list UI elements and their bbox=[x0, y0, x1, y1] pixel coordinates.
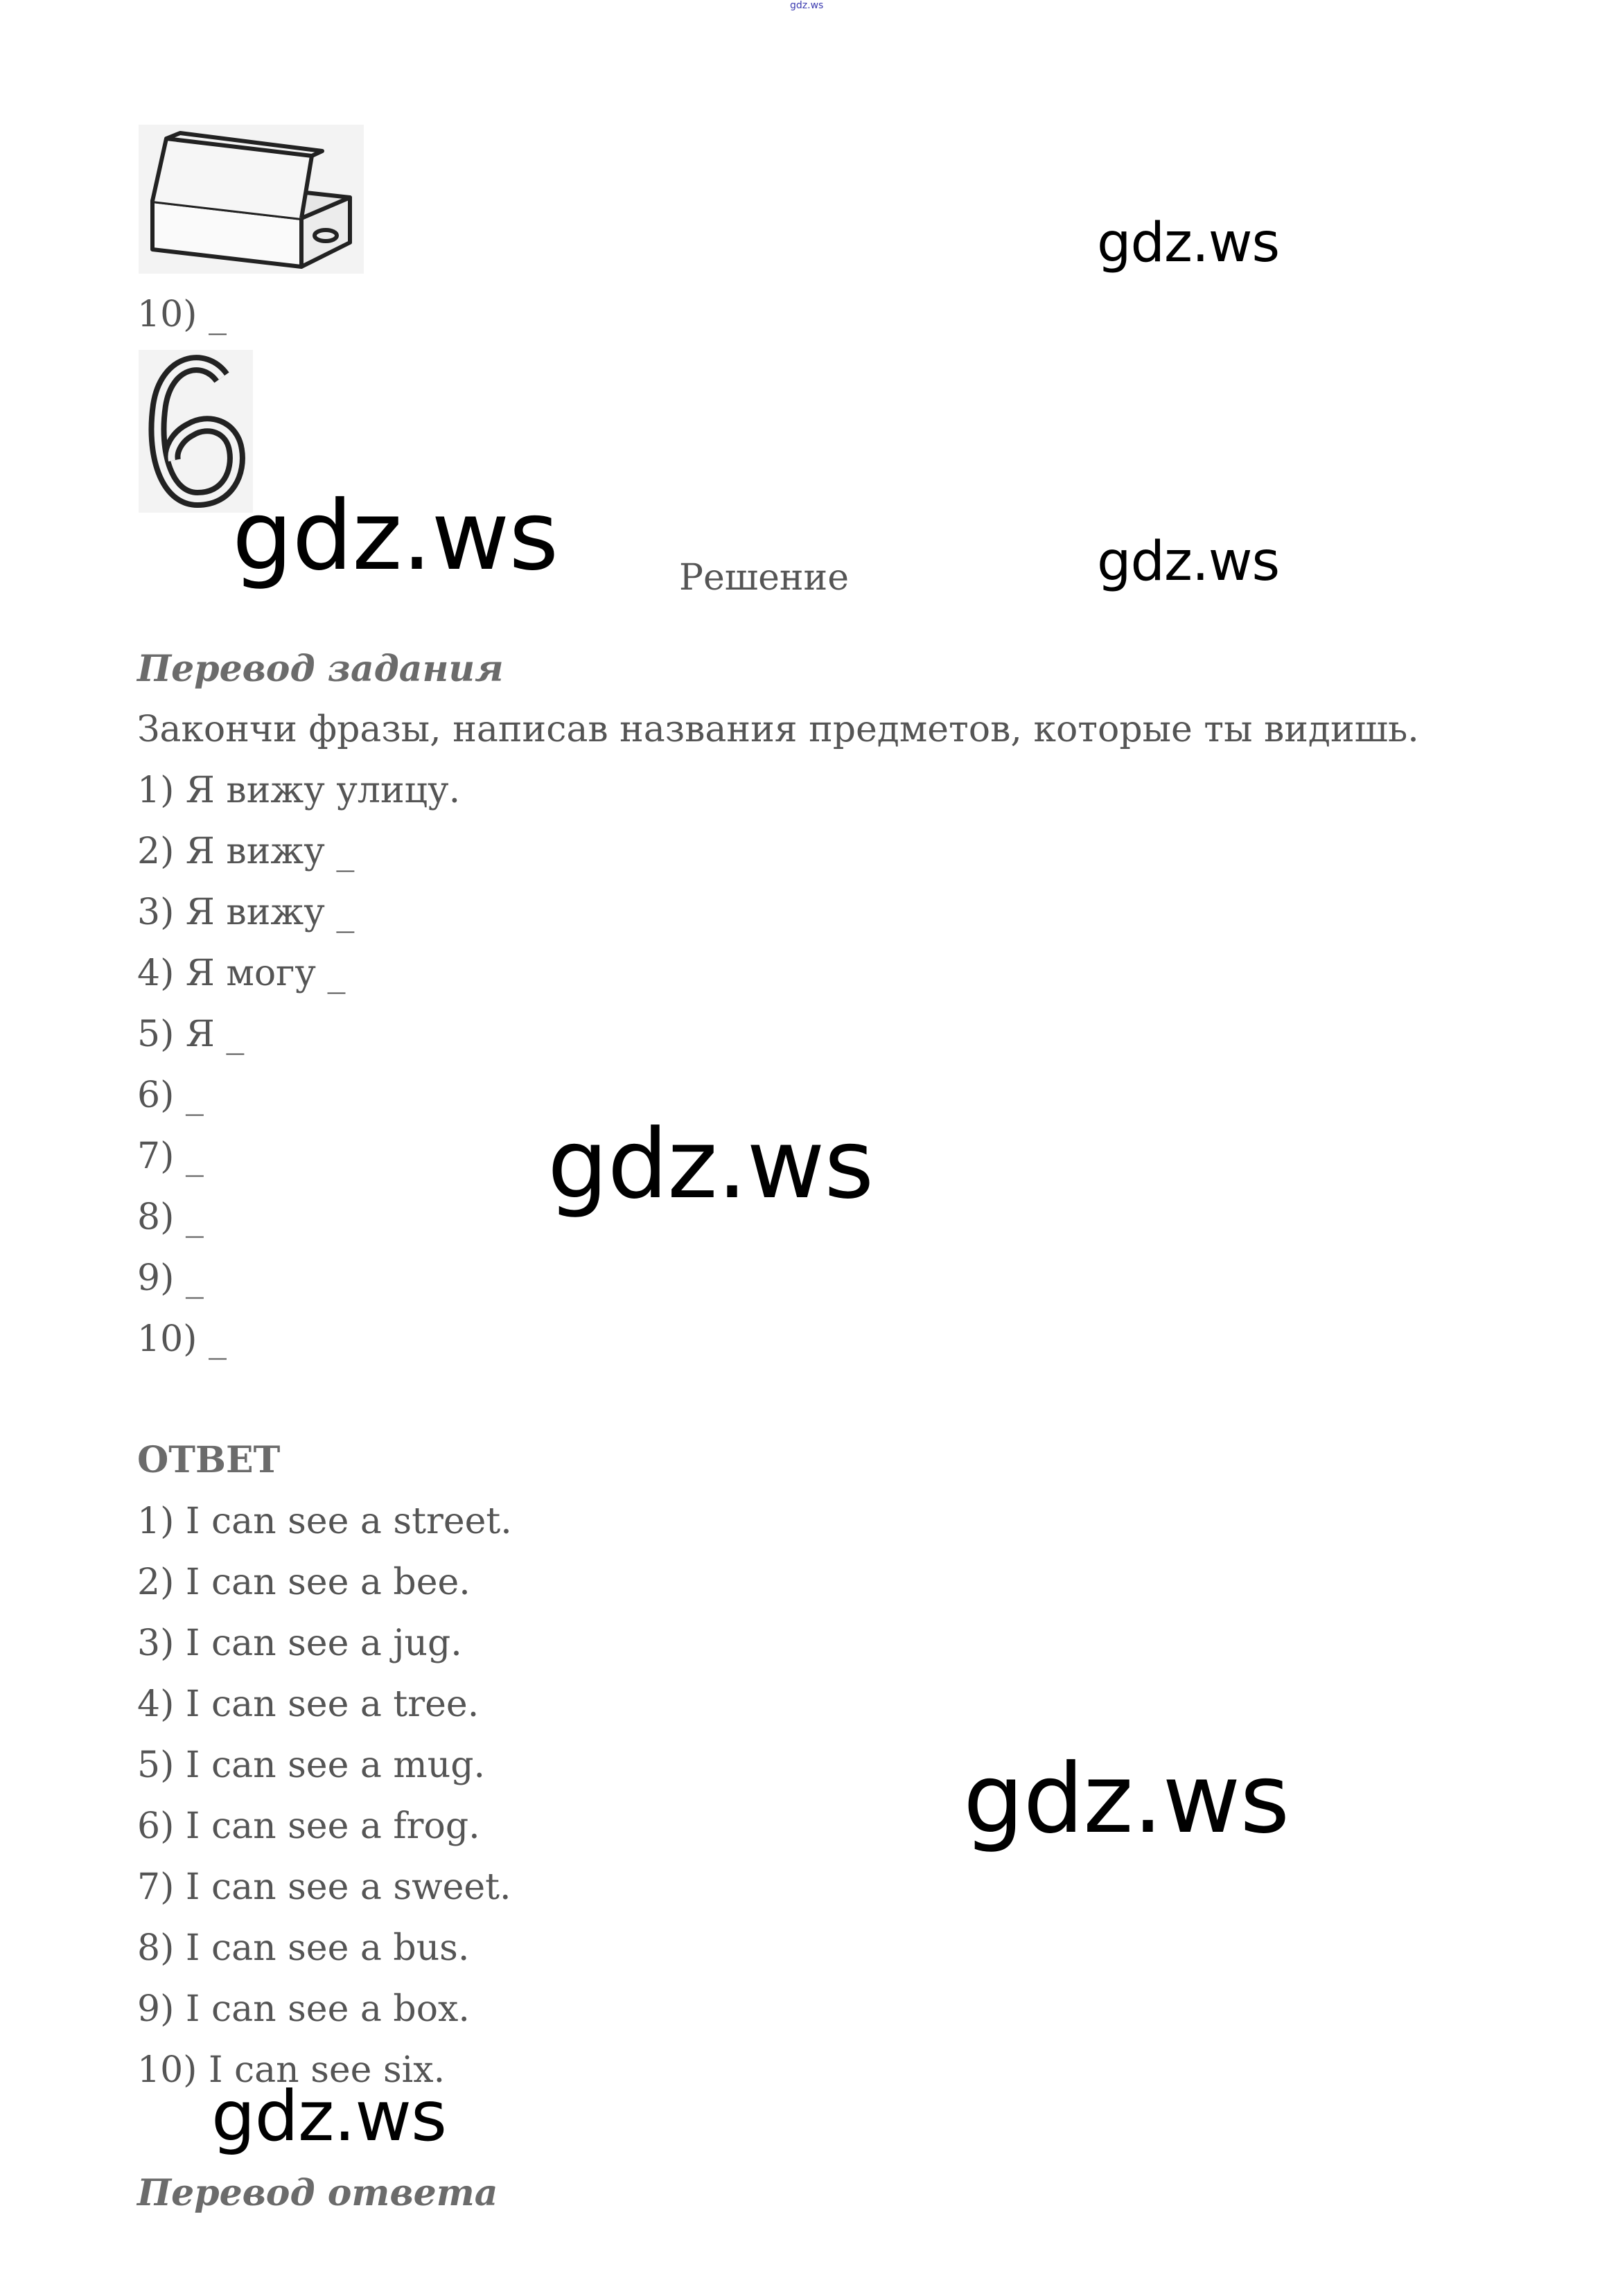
list-item: 8) _ bbox=[137, 1196, 204, 1238]
top-watermark: gdz.ws bbox=[790, 0, 824, 11]
task-translation-heading: Перевод задания bbox=[137, 648, 504, 690]
list-item: 1) Я вижу улицу. bbox=[137, 770, 461, 811]
watermark: gdz.ws bbox=[1097, 212, 1280, 274]
list-item: 7) _ bbox=[137, 1136, 204, 1177]
list-item: 5) Я _ bbox=[137, 1014, 245, 1055]
answer-item: 10) I can see six. bbox=[137, 2049, 446, 2091]
watermark: gdz.ws bbox=[547, 1109, 874, 1220]
watermark: gdz.ws bbox=[232, 480, 559, 592]
task-instruction: Закончи фразы, написав названия предметов, которые ты видишь. bbox=[137, 709, 1419, 750]
watermark: gdz.ws bbox=[211, 2076, 447, 2157]
box-icon bbox=[139, 125, 364, 274]
answer-item: 3) I can see a jug. bbox=[137, 1623, 462, 1664]
answer-item: 6) I can see a frog. bbox=[137, 1805, 480, 1847]
box-illustration bbox=[139, 125, 364, 274]
answer-item: 7) I can see a sweet. bbox=[137, 1866, 511, 1908]
answer-heading: ОТВЕТ bbox=[137, 1439, 281, 1481]
list-item: 3) Я вижу _ bbox=[137, 892, 355, 933]
list-item: 10) _ bbox=[137, 1318, 227, 1360]
top-item: 10) _ bbox=[137, 294, 227, 335]
answer-item: 8) I can see a bus. bbox=[137, 1927, 470, 1969]
list-item: 6) _ bbox=[137, 1075, 204, 1116]
answer-item: 1) I can see a street. bbox=[137, 1501, 512, 1542]
solution-title: Решение bbox=[679, 557, 849, 599]
answer-translation-heading: Перевод ответа bbox=[137, 2172, 498, 2214]
list-item: 9) _ bbox=[137, 1257, 204, 1299]
list-item: 2) Я вижу _ bbox=[137, 831, 355, 872]
list-item: 4) Я могу _ bbox=[137, 953, 346, 994]
watermark: gdz.ws bbox=[963, 1743, 1290, 1855]
watermark: gdz.ws bbox=[1097, 531, 1280, 593]
answer-item: 2) I can see a bee. bbox=[137, 1562, 471, 1603]
answer-item: 4) I can see a tree. bbox=[137, 1684, 480, 1725]
answer-item: 5) I can see a mug. bbox=[137, 1745, 486, 1786]
answer-item: 9) I can see a box. bbox=[137, 1988, 470, 2030]
